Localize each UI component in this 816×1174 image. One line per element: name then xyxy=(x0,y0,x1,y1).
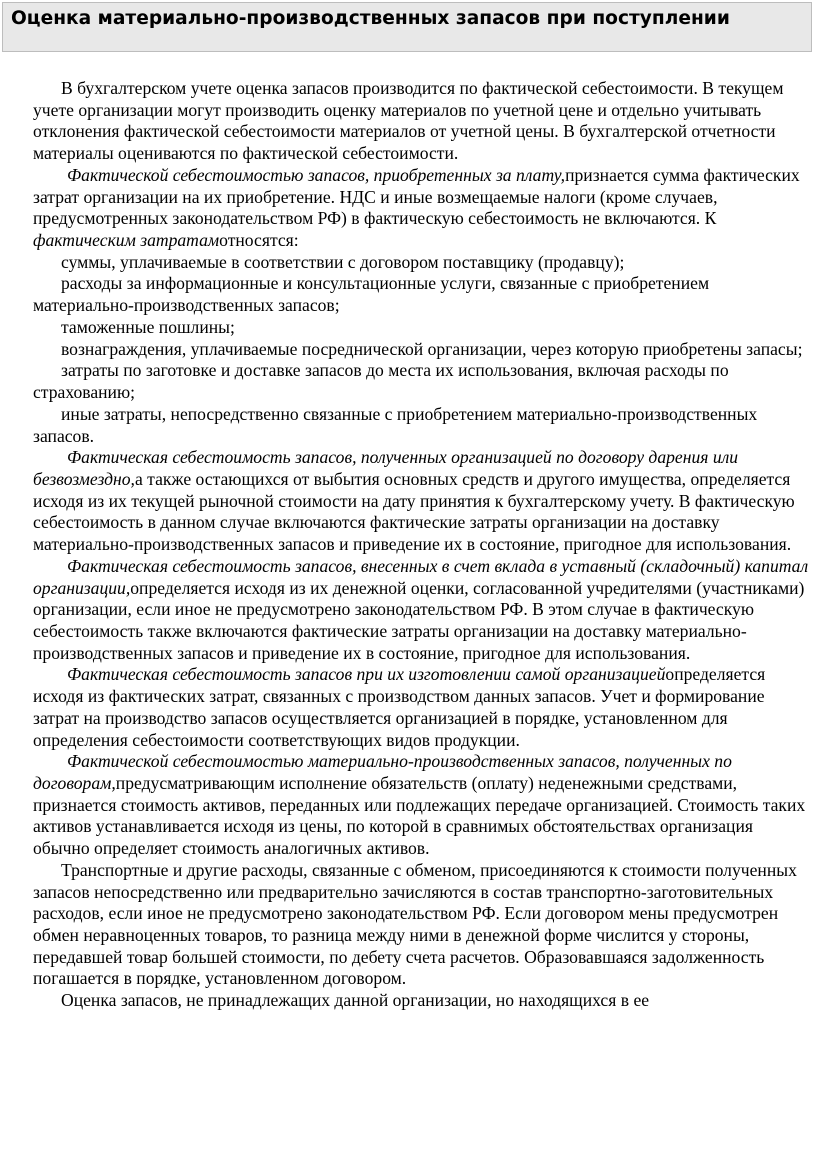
page-title: Оценка материально-производственных запасов при поступлении xyxy=(11,8,730,29)
paragraph-donation xyxy=(33,447,811,556)
document-body xyxy=(33,78,811,1012)
term-italic: фактическим затратам xyxy=(33,230,220,251)
term-italic: Фактическая себестоимость запасов при их изготовлении самой организацией xyxy=(67,664,666,685)
term-italic: Фактической себестоимостью материально-производственных запасов, полученных по договорам, xyxy=(33,751,732,793)
paragraph-not-owned: Оценка запасов, не принадлежащих данной организации, но находящихся в ее xyxy=(61,990,650,1011)
list-item: суммы, уплачиваемые в соответствии с договором поставщику (продавцу); xyxy=(61,251,625,272)
paragraph-capital-contribution xyxy=(33,556,811,665)
paragraph-text: а также остающихся от выбытия основных средств и другого имущества, определяется исходя из их текущей рыночной стоимости на дату принятия к бухгалтерскому учету. В фактическую себестоимость в данном случае включаются фактические затраты организации на доставку материально-производственных запасов и приведение их в состояние, пригодное для использования. xyxy=(33,468,795,555)
paragraph-purchased xyxy=(33,165,811,252)
term-italic: Фактическая себестоимость запасов, внесенных в счет вклада в уставный (складочный) капитал организации, xyxy=(33,555,809,598)
term-italic: Фактическая себестоимость запасов, полученных организацией по договору дарения или безвозмездно, xyxy=(33,447,739,489)
list-item: вознаграждения, уплачиваемые посреднической организации, через которую приобретены запасы; xyxy=(61,338,803,359)
title-box xyxy=(2,2,812,52)
paragraph-non-monetary xyxy=(33,751,811,860)
list-item: иные затраты, непосредственно связанные с приобретением материально-производственных запасов. xyxy=(33,403,758,446)
paragraph-text: относятся: xyxy=(219,230,299,251)
list-item: таможенные пошлины; xyxy=(61,316,235,337)
list-item: затраты по заготовке и доставке запасов до места их использования, включая расходы по страхованию; xyxy=(33,360,729,403)
paragraph-text: предусматривающим исполнение обязательств (оплату) неденежными средствами, признается стоимость активов, переданных или подлежащих передаче организацией. Стоимость таких активов устанавливается исходя из цены, по которой в сравнимых обстоятельствах организация обычно определяет стоимость аналогичных активов. xyxy=(33,773,806,859)
paragraph-text: определяется исходя из их денежной оценки, согласованной учредителями (участниками) организации, если иное не предусмотрено законодательством РФ. В этом случае в фактическую себестоимость также включаются фактические затраты организации на доставку материально-производственных запасов и приведение их в состояние, пригодное для использования. xyxy=(33,577,805,663)
paragraph-own-production xyxy=(33,664,811,751)
paragraph-intro: В бухгалтерском учете оценка запасов производится по фактической себестоимости. В текущем учете организации могут производить оценку материалов по учетной цене и отдельно учитывать отклонения фактической себестоимости материалов от учетной цены. В бухгалтерской отчетности материалы оцениваются по фактической себестоимости. xyxy=(33,78,784,164)
list-item: расходы за информационные и консультационные услуги, связанные с приобретением материально-производственных запасов; xyxy=(33,273,710,316)
paragraph-text: признается сумма фактических затрат организации на их приобретение. НДС и иные возмещаемые налоги (кроме случаев, предусмотренных законодательством РФ) в фактическую себестоимость не включаются. К xyxy=(33,164,800,229)
paragraph-transport: Транспортные и другие расходы, связанные с обменом, присоединяются к стоимости полученных запасов непосредственно или предварительно зачисляются в состав транспортно-заготовительных расходов, если иное не предусмотрено законодательством РФ. Если договором мены предусмотрен обмен неравноценных товаров, то разница между ними в денежной форме числится у стороны, передавшей товар большей стоимости, по дебету счета расчетов. Образовавшаяся задолженность погашается в порядке, установленном договором. xyxy=(33,859,797,989)
paragraph-text: определяется исходя из фактических затрат, связанных с производством данных запасов. Учет и формирование затрат на производство запасов осуществляется организацией в порядке, установленном для определения себестоимости соответствующих видов продукции. xyxy=(33,664,766,750)
term-italic: Фактической себестоимостью запасов, приобретенных за плату, xyxy=(67,164,566,185)
